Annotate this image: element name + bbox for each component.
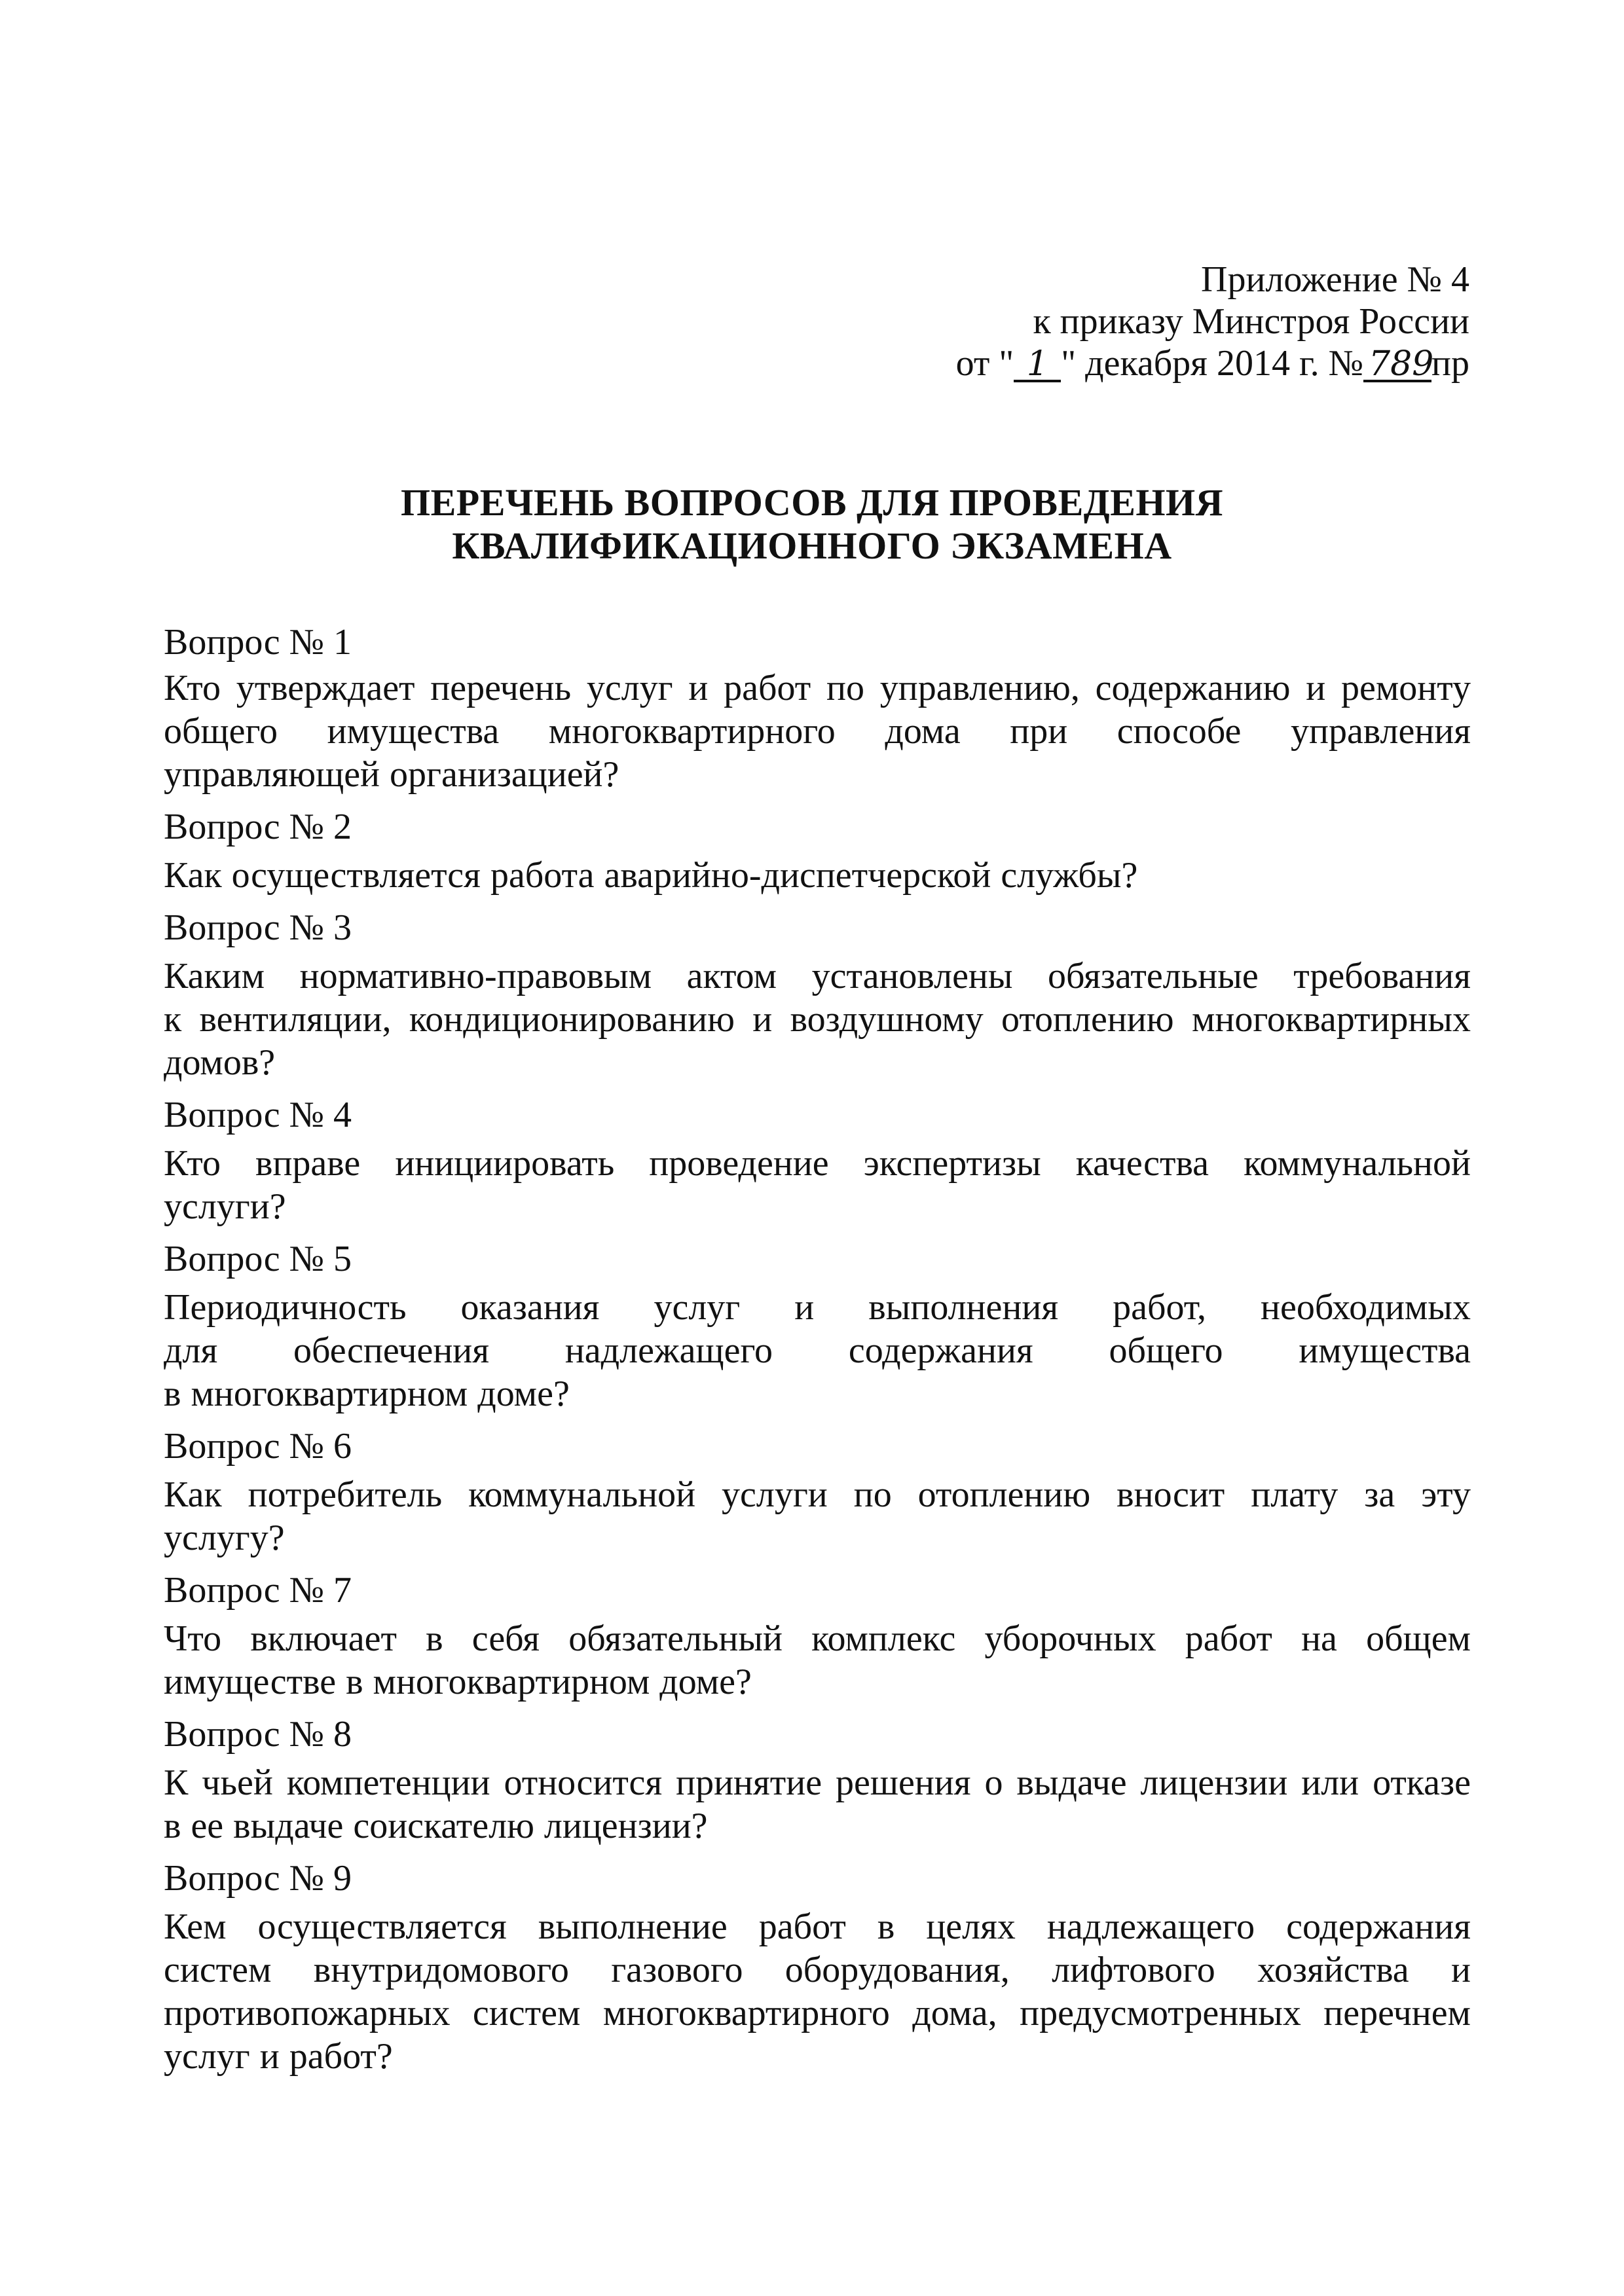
question-text [164,1761,1471,1848]
question-text [164,854,1471,897]
question-text [164,955,1471,1084]
question-text-line: систем внутридомового газового оборудования, лифтового хозяйства и [164,1950,1471,1990]
question-text-line: Что включает в себя обязательный комплекс уборочных работ на общем [164,1618,1471,1659]
question-heading: Вопрос № 1 [164,622,352,663]
question-item [164,906,1471,1084]
question-item [164,805,1471,897]
question-heading: Вопрос № 8 [164,1714,352,1755]
question-text-line: Как осуществляется работа аварийно-диспетчерской службы? [164,855,1138,896]
question-heading: Вопрос № 3 [164,907,352,948]
question-text-line: К чьей компетенции относится принятие решения о выдаче лицензии или отказе [164,1762,1471,1803]
question-item [164,1713,1471,1848]
question-text [164,1905,1471,2078]
appendix-header [956,259,1469,384]
question-text [164,1286,1471,1415]
question-text-line: услуги? [164,1186,286,1227]
question-text [164,666,1471,796]
question-text-line: для обеспечения надлежащего содержания общего имущества [164,1330,1471,1371]
question-text-line: услугу? [164,1518,285,1558]
question-item [164,1237,1471,1415]
question-text-line: Кем осуществляется выполнение работ в целях надлежащего содержания [164,1906,1471,1947]
question-heading: Вопрос № 5 [164,1239,352,1279]
question-text-line: Периодичность оказания услуг и выполнения работ, необходимых [164,1287,1471,1328]
question-text-line: имуществе в многоквартирном доме? [164,1662,752,1702]
question-heading: Вопрос № 9 [164,1858,352,1899]
title-line-2: КВАЛИФИКАЦИОННОГО ЭКЗАМЕНА [452,524,1172,567]
appendix-number: Приложение № 4 [1201,259,1469,300]
document-title [157,481,1467,568]
question-text-line: Как потребитель коммунальной услуги по отоплению вносит плату за эту [164,1474,1471,1515]
date-prefix: от " [955,343,1014,384]
questions-list [164,621,1471,2087]
question-heading: Вопрос № 4 [164,1095,352,1135]
question-text-line: к вентиляции, кондиционированию и воздушному отоплению многоквартирных [164,999,1471,1040]
date-middle: " декабря 2014 г. № [1061,343,1364,384]
question-text-line: домов? [164,1042,276,1083]
question-item [164,1425,1471,1559]
title-line-1: ПЕРЕЧЕНЬ ВОПРОСОВ ДЛЯ ПРОВЕДЕНИЯ [400,481,1224,524]
question-heading: Вопрос № 7 [164,1570,352,1611]
question-text-line: услуг и работ? [164,2036,393,2077]
question-item [164,621,1471,796]
question-heading: Вопрос № 6 [164,1426,352,1467]
question-text-line: общего имущества многоквартирного дома при способе управления [164,711,1471,752]
appendix-date-line [956,342,1469,384]
question-text-line: управляющей организацией? [164,754,619,795]
question-text-line: противопожарных систем многоквартирного дома, предусмотренных перечнем [164,1993,1471,2033]
question-text [164,1473,1471,1559]
question-text [164,1142,1471,1228]
handwritten-order-number: 789 [1363,348,1431,382]
question-item [164,1857,1471,2078]
handwritten-day: 1 [1014,348,1061,382]
order-suffix: пр [1431,343,1469,384]
question-text-line: Кто утверждает перечень услуг и работ по управлению, содержанию и ремонту [164,668,1471,708]
question-text-line: в многоквартирном доме? [164,1374,570,1414]
question-text-line: Каким нормативно-правовым актом установлены обязательные требования [164,956,1471,996]
question-text-line: в ее выдаче соискателю лицензии? [164,1806,708,1846]
question-item [164,1093,1471,1228]
question-text [164,1617,1471,1704]
appendix-order-ref: к приказу Минстроя России [1033,301,1469,342]
question-text-line: Кто вправе инициировать проведение экспертизы качества коммунальной [164,1143,1471,1184]
question-item [164,1569,1471,1704]
question-heading: Вопрос № 2 [164,807,352,847]
